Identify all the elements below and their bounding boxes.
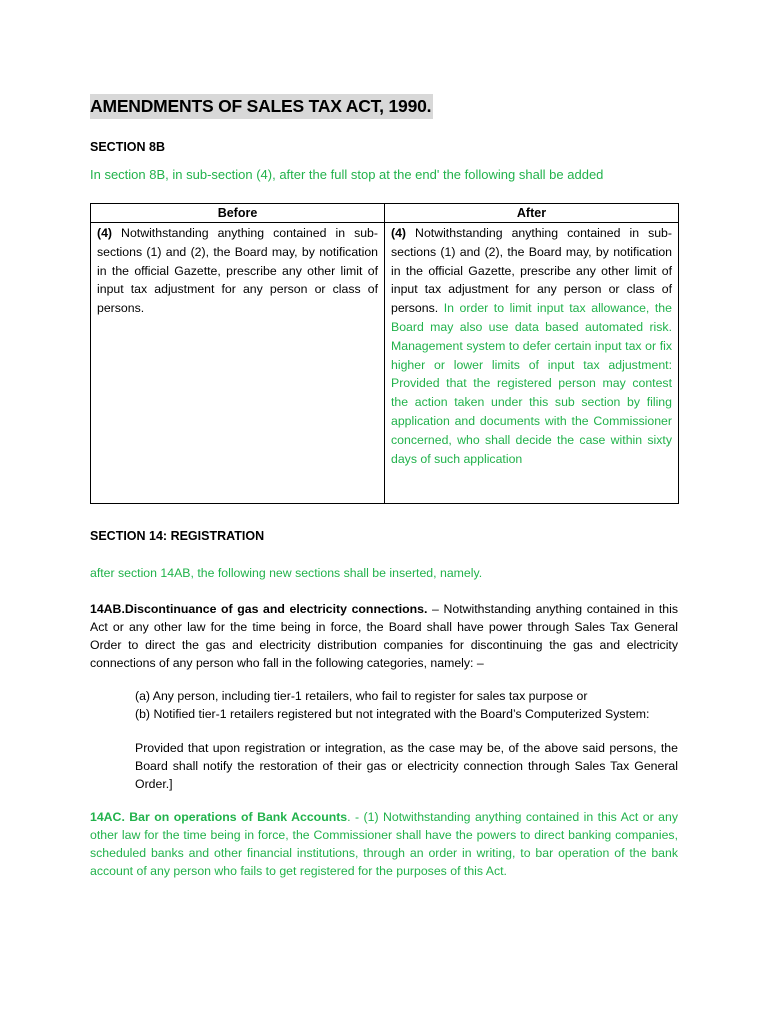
- before-text: Notwithstanding anything contained in sub-sections (1) and (2), the Board may, by notification in the official Gazette, prescribe any other limit of input tax adjustment for any person or class of persons.: [97, 226, 378, 316]
- before-cell: [91, 223, 385, 504]
- proviso-paragraph: Provided that upon registration or integration, as the case may be, of the above said persons, the Board shall notify the restoration of their gas or electricity connection through Sales Tax General Order.]: [135, 741, 678, 791]
- section-14ab-paragraph: [90, 600, 678, 672]
- section-8b-heading: SECTION 8B: [90, 140, 166, 154]
- list-item-a: (a) Any person, including tier-1 retailers, who fail to register for sales tax purpose or: [135, 689, 588, 703]
- section-8b-intro: In section 8B, in sub-section (4), after the full stop at the end' the following shall be added: [90, 167, 604, 182]
- table-header-row: [91, 204, 679, 223]
- after-column-header: After: [385, 204, 679, 223]
- after-added-text: In order to limit input tax allowance, the Board may also use data based automated risk. Management system to defer certain input tax or fix higher or lower limits of input tax adjustment: Provided that the registered person may contest the action taken under this sub section by filing application and documents with the Commissioner concerned, who shall decide the case within sixty days of such application: [391, 301, 672, 466]
- section-14-heading: SECTION 14: REGISTRATION: [90, 529, 265, 543]
- table-row: [91, 223, 679, 504]
- after-cell: [385, 223, 679, 504]
- section-14ab-heading: 14AB.Discontinuance of gas and electricity connections.: [90, 602, 428, 616]
- section-14-intro: after section 14AB, the following new sections shall be inserted, namely.: [90, 566, 483, 580]
- section-14ac-text: . - (1) Notwithstanding anything contained in this Act or any other law for the time being in force, the Commissioner shall have the powers to direct banking companies, scheduled banks and other financial institutions, through an order in writing, to bar operation of the bank account of any person who fails to get registered for the purposes of this Act.: [90, 810, 678, 878]
- before-column-header: Before: [91, 204, 385, 223]
- comparison-table: [90, 203, 679, 504]
- section-14ac-heading: 14AC. Bar on operations of Bank Accounts: [90, 810, 348, 824]
- list-item-b: (b) Notified tier-1 retailers registered but not integrated with the Board’s Computerized System:: [135, 707, 650, 721]
- after-text: Notwithstanding anything contained in sub-sections (1) and (2), the Board may, by notification in the official Gazette, prescribe any other limit of input tax adjustment for any person or class of persons.: [391, 226, 672, 316]
- page-title: AMENDMENTS OF SALES TAX ACT, 1990.: [90, 94, 433, 119]
- section-14ac-paragraph: [90, 808, 678, 880]
- section-14ab-text: – Notwithstanding anything contained in this Act or any other law for the time being in force, the Board shall have power through Sales Tax General Order to direct the gas and electricity distribution companies for discontinuing the gas and electricity connections of any person who fall in the following categories, namely: –: [90, 602, 678, 670]
- after-subsection-number: (4): [391, 226, 407, 240]
- before-subsection-number: (4): [97, 226, 113, 240]
